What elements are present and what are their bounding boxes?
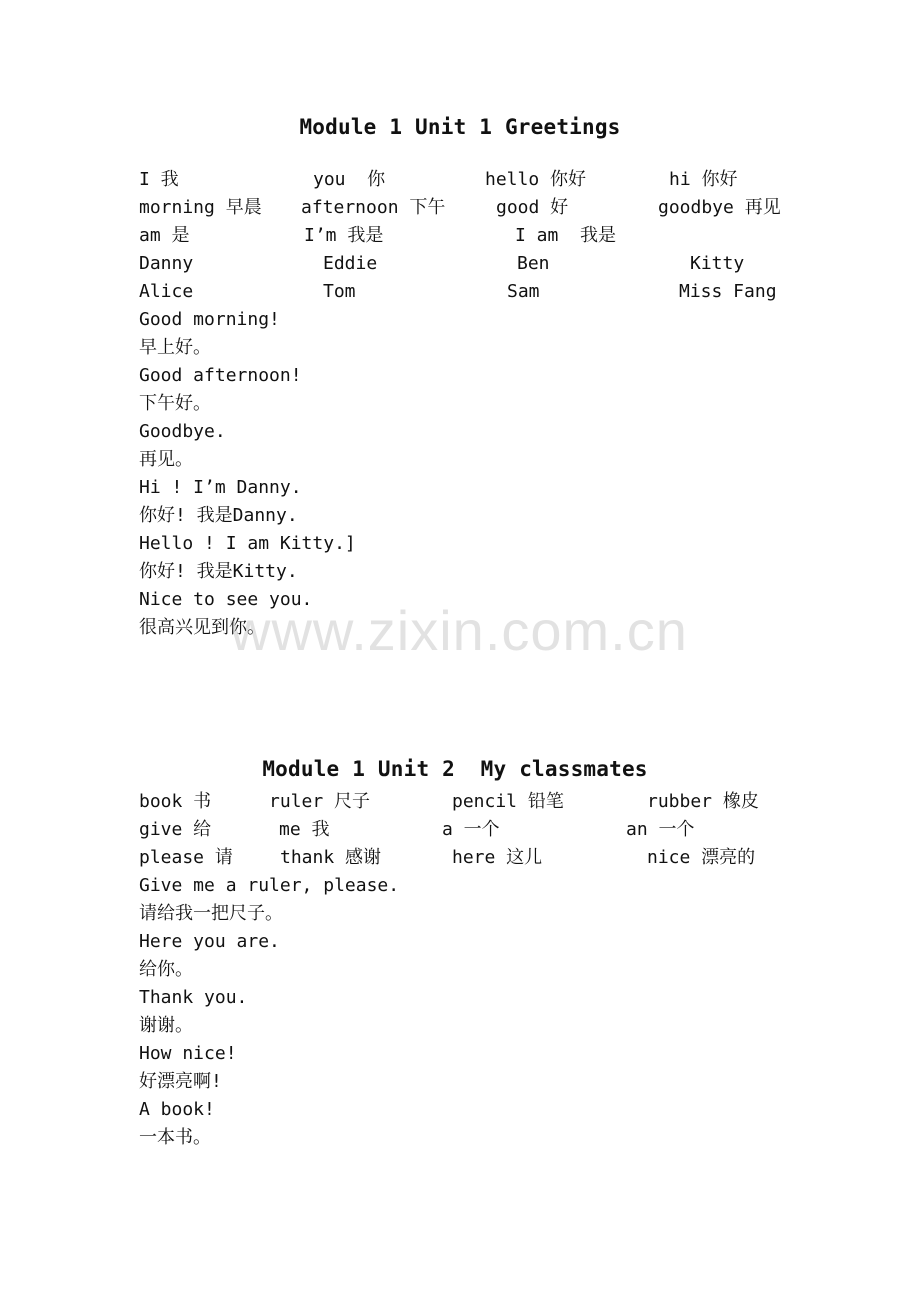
sentence-line: 下午好。 (139, 393, 211, 414)
vocab-name: Danny (139, 253, 194, 274)
sentence-line: 你好! 我是Danny. (139, 505, 298, 526)
vocab-word: goodbye 再见 (658, 197, 781, 218)
vocab-word: you 你 (313, 169, 386, 190)
sentence-line: 早上好。 (139, 337, 211, 358)
sentence-line: 给你。 (139, 959, 193, 980)
watermark: www.zixin.com.cn (230, 599, 688, 662)
sentence-line: Give me a ruler, please. (139, 875, 400, 896)
vocab-word: afternoon 下午 (301, 197, 446, 218)
vocab-word: here 这儿 (452, 847, 543, 868)
vocab-word: I 我 (139, 169, 179, 190)
vocab-table-unit-1 (139, 166, 799, 306)
sentence-line: 很高兴见到你。 (139, 617, 265, 638)
vocab-word: hi 你好 (669, 169, 738, 190)
sentence-line: Thank you. (139, 987, 248, 1008)
vocab-row (139, 194, 799, 222)
vocab-word: book 书 (139, 791, 212, 812)
vocab-word: morning 早晨 (139, 197, 262, 218)
vocab-word: good 好 (496, 197, 569, 218)
vocab-word: hello 你好 (485, 169, 587, 190)
vocab-name: Sam (507, 281, 540, 302)
vocab-row (139, 278, 799, 306)
vocab-word: a 一个 (442, 819, 500, 840)
vocab-name: Kitty (690, 253, 745, 274)
vocab-name: Alice (139, 281, 194, 302)
vocab-name: Tom (323, 281, 356, 302)
vocab-word: an 一个 (626, 819, 695, 840)
sentence-line: 再见。 (139, 449, 193, 470)
sentence-line: 请给我一把尺子。 (139, 903, 283, 924)
vocab-row (139, 250, 799, 278)
vocab-word: I’m 我是 (304, 225, 384, 246)
sentence-line: 好漂亮啊! (139, 1071, 222, 1092)
sentence-line: A book! (139, 1099, 215, 1120)
vocab-word: give 给 (139, 819, 212, 840)
vocab-word: me 我 (279, 819, 330, 840)
sentence-line: Hi ! I’m Danny. (139, 477, 302, 498)
vocab-word: pencil 铅笔 (452, 791, 564, 812)
section-title-unit-2: Module 1 Unit 2 My classmates (262, 757, 648, 781)
sentence-line: 你好! 我是Kitty. (139, 561, 298, 582)
sentence-line: Good morning! (139, 309, 280, 330)
sentence-list-unit-1 (139, 306, 799, 642)
sentence-line: Hello ! I am Kitty.] (139, 533, 356, 554)
vocab-word: please 请 (139, 847, 233, 868)
sentence-line: Goodbye. (139, 421, 226, 442)
vocab-word: am 是 (139, 225, 190, 246)
vocab-word: nice 漂亮的 (647, 847, 756, 868)
sentence-line: 谢谢。 (139, 1015, 193, 1036)
vocab-word: I am 我是 (515, 225, 617, 246)
vocab-word: rubber 橡皮 (647, 791, 759, 812)
sentence-line: How nice! (139, 1043, 237, 1064)
vocab-table-unit-2 (139, 788, 799, 872)
sentence-line: Nice to see you. (139, 589, 313, 610)
vocab-row (139, 222, 799, 250)
sentence-list-unit-2 (139, 872, 799, 1152)
sentence-line: Good afternoon! (139, 365, 302, 386)
vocab-row (139, 166, 799, 194)
sentence-line: 一本书。 (139, 1127, 211, 1148)
vocab-name: Miss Fang (679, 281, 777, 302)
vocab-name: Ben (517, 253, 550, 274)
vocab-word: ruler 尺子 (269, 791, 371, 812)
vocab-word: thank 感谢 (280, 847, 382, 868)
vocab-row (139, 816, 799, 844)
vocab-row (139, 788, 799, 816)
vocab-row (139, 844, 799, 872)
sentence-line: Here you are. (139, 931, 280, 952)
vocab-name: Eddie (323, 253, 378, 274)
section-title-unit-1: Module 1 Unit 1 Greetings (299, 115, 621, 139)
